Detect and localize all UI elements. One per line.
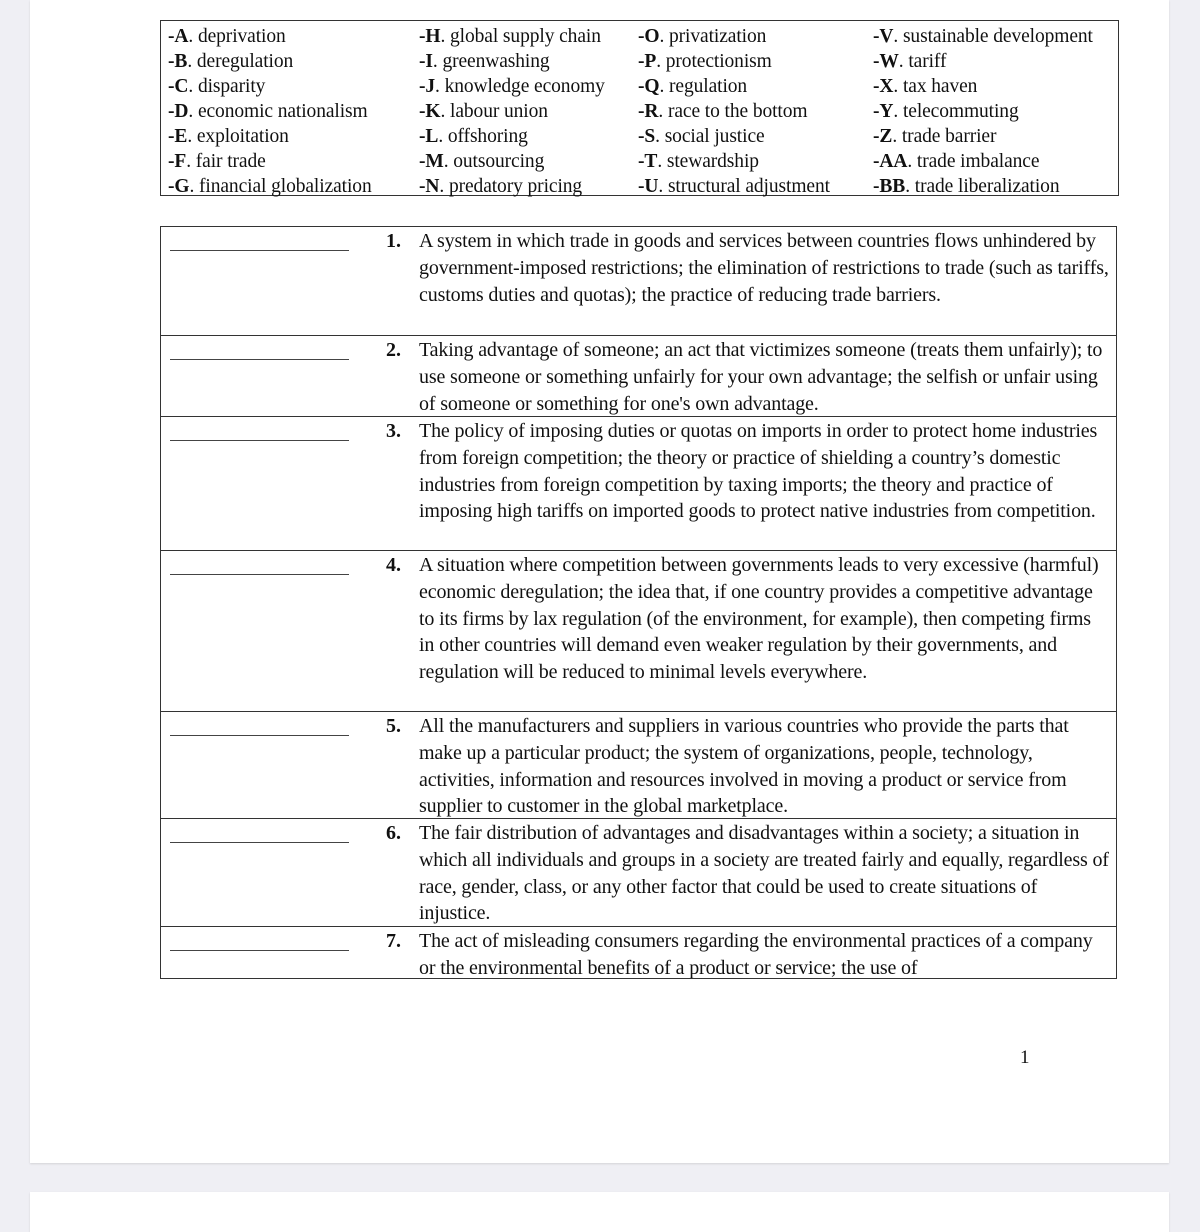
question-text: The policy of imposing duties or quotas on imports in order to protect home industries from foreign competition; the theory or practice of shielding a country’s domestic industries from foreign competition by taxing imports; the theory and practice of imposing high tariffs on imported goods to protect native industries from competition. (419, 420, 1098, 523)
term-label: . global supply chain (440, 26, 601, 47)
next-page (30, 1192, 1169, 1232)
glossary-item (873, 149, 1093, 174)
question-row (161, 335, 1116, 416)
term-letter: -A (168, 26, 189, 47)
glossary-item (419, 24, 605, 49)
term-letter: -BB (873, 176, 906, 197)
term-label: . economic nationalism (188, 101, 368, 122)
question-row (161, 818, 1116, 926)
question-number: 7. (386, 930, 401, 952)
term-label: . telecommuting (893, 101, 1019, 122)
question-row (161, 711, 1116, 818)
term-label: . race to the bottom (658, 101, 808, 122)
term-label: . outsourcing (443, 151, 545, 172)
term-letter: -P (638, 51, 657, 72)
term-label: . regulation (659, 76, 748, 97)
glossary-item (419, 74, 605, 99)
term-letter: -X (873, 76, 894, 97)
term-letter: -U (638, 176, 659, 197)
glossary-item (168, 174, 372, 199)
question-number: 1. (386, 230, 401, 252)
glossary-column (638, 24, 830, 199)
term-letter: -B (168, 51, 188, 72)
glossary-item (873, 99, 1093, 124)
term-label: . fair trade (186, 151, 266, 172)
answer-blank[interactable] (170, 842, 349, 843)
term-letter: -R (638, 101, 659, 122)
term-letter: -N (419, 176, 440, 197)
question-text: All the manufacturers and suppliers in various countries who provide the parts that make up a particular product; the system of organizations, people, technology, activities, information and resources involved in moving a product or service from supplier to customer in the global marketplace. (419, 715, 1069, 818)
term-label: . deregulation (187, 51, 294, 72)
term-letter: -W (873, 51, 899, 72)
glossary-item (168, 49, 372, 74)
glossary-item (638, 124, 830, 149)
term-label: . protectionism (656, 51, 772, 72)
page-number: 1 (1020, 1047, 1030, 1068)
question-row (161, 227, 1116, 335)
term-letter: -O (638, 26, 660, 47)
glossary-item (638, 24, 830, 49)
term-label: . labour union (440, 101, 548, 122)
term-letter: -AA (873, 151, 908, 172)
question-number: 3. (386, 420, 401, 442)
term-letter: -Z (873, 126, 893, 147)
term-letter: -Y (873, 101, 894, 122)
term-label: . greenwashing (432, 51, 550, 72)
term-letter: -D (168, 101, 189, 122)
glossary-item (638, 99, 830, 124)
term-label: . knowledge economy (435, 76, 605, 97)
question-row (161, 926, 1116, 978)
answer-blank[interactable] (170, 440, 349, 441)
question-text: The fair distribution of advantages and disadvantages within a society; a situation in which all individuals and groups in a society are treated fairly and equally, regardless of race, gender, class, or any other factor that could be used to create situations of injustice. (419, 822, 1109, 925)
glossary-item (419, 149, 605, 174)
question-number: 5. (386, 715, 401, 737)
term-letter: -Q (638, 76, 660, 97)
term-label: . trade imbalance (907, 151, 1040, 172)
term-letter: -T (638, 151, 658, 172)
term-letter: -M (419, 151, 444, 172)
glossary-item (168, 149, 372, 174)
term-letter: -I (419, 51, 433, 72)
glossary-column (168, 24, 372, 199)
question-row (161, 550, 1116, 711)
glossary-item (638, 149, 830, 174)
term-letter: -L (419, 126, 439, 147)
term-letter: -K (419, 101, 441, 122)
question-number: 4. (386, 554, 401, 576)
term-letter: -V (873, 26, 894, 47)
term-letter: -F (168, 151, 187, 172)
term-letter: -H (419, 26, 441, 47)
term-label: . predatory pricing (439, 176, 583, 197)
term-label: . deprivation (188, 26, 286, 47)
answer-blank[interactable] (170, 950, 349, 951)
term-label: . structural adjustment (658, 176, 830, 197)
glossary-item (168, 74, 372, 99)
glossary-item (873, 24, 1093, 49)
glossary-item (873, 124, 1093, 149)
document-page (30, 0, 1169, 1163)
glossary-item (168, 99, 372, 124)
glossary-item (419, 49, 605, 74)
answer-blank[interactable] (170, 359, 349, 360)
glossary-item (419, 124, 605, 149)
questions-table (160, 226, 1117, 979)
term-letter: -S (638, 126, 656, 147)
glossary-item (638, 174, 830, 199)
term-letter: -G (168, 176, 190, 197)
answer-blank[interactable] (170, 735, 349, 736)
question-text: A system in which trade in goods and services between countries flows unhindered by government-imposed restrictions; the elimination of restrictions to trade (such as tariffs, customs duties and quotas); the practice of reducing trade barriers. (419, 230, 1109, 306)
glossary-column (419, 24, 605, 199)
term-label: . tariff (898, 51, 947, 72)
question-number: 2. (386, 339, 401, 361)
term-label: . sustainable development (893, 26, 1093, 47)
question-number: 6. (386, 822, 401, 844)
glossary-item (873, 174, 1093, 199)
term-letter: -E (168, 126, 188, 147)
question-text: A situation where competition between governments leads to very excessive (harmful) economic deregulation; the idea that, if one country provides a competitive advantage to its firms by lax regulation (of the environment, for example), then competing firms in other countries will demand even weaker regulation by their governments, and regulation will be reduced to minimal levels everywhere. (419, 554, 1099, 684)
glossary-item (638, 49, 830, 74)
term-label: . social justice (655, 126, 765, 147)
glossary-item (873, 74, 1093, 99)
glossary-item (873, 49, 1093, 74)
question-text: Taking advantage of someone; an act that victimizes someone (treats them unfairly); to use someone or something unfairly for your own advantage; the selfish or unfair using of someone or something for one's own advantage. (419, 339, 1103, 415)
term-label: . trade liberalization (905, 176, 1060, 197)
term-label: . tax haven (893, 76, 978, 97)
term-letter: -J (419, 76, 436, 97)
term-label: . exploitation (187, 126, 289, 147)
question-row (161, 416, 1116, 550)
term-letter: -C (168, 76, 189, 97)
glossary-item (419, 174, 605, 199)
glossary-item (638, 74, 830, 99)
term-label: . stewardship (657, 151, 759, 172)
term-label: . trade barrier (892, 126, 997, 147)
glossary-item (168, 124, 372, 149)
answer-blank[interactable] (170, 574, 349, 575)
question-text: The act of misleading consumers regarding the environmental practices of a company or the environmental benefits of a product or service; the use of (419, 930, 1093, 978)
term-label: . disparity (188, 76, 266, 97)
glossary-item (419, 99, 605, 124)
term-label: . financial globalization (189, 176, 372, 197)
glossary-column (873, 24, 1093, 199)
term-label: . offshoring (438, 126, 528, 147)
term-label: . privatization (659, 26, 767, 47)
answer-blank[interactable] (170, 250, 349, 251)
glossary-table (160, 20, 1119, 196)
glossary-item (168, 24, 372, 49)
